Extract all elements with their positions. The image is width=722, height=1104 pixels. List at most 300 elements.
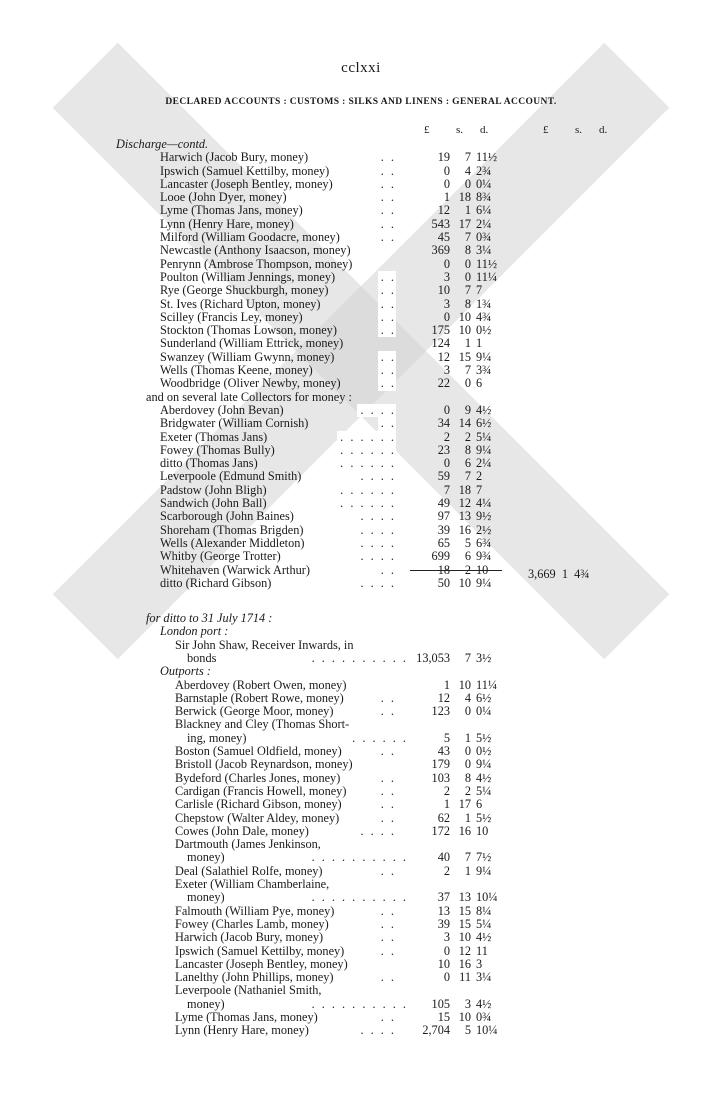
amount-pounds: 13 bbox=[437, 903, 450, 918]
amount-pence: 8¼ bbox=[476, 903, 492, 918]
table-row bbox=[0, 271, 722, 284]
amount-pounds: 124 bbox=[431, 336, 450, 351]
entry-name-continued bbox=[175, 998, 408, 1011]
leader-dots: . . . . bbox=[357, 510, 396, 523]
entry-name-text: Fowey (Charles Lamb, money) bbox=[175, 917, 329, 931]
leader-dots: . . . . bbox=[357, 577, 396, 590]
column-header-pence-total: d. bbox=[599, 124, 608, 136]
entry-name-text: Lyme (Thomas Jans, money) bbox=[175, 1011, 318, 1024]
amount-shillings: 2 bbox=[464, 429, 471, 444]
amount-shillings: 0 bbox=[464, 744, 471, 759]
table-row bbox=[0, 639, 722, 652]
leader-dots: . . bbox=[378, 564, 396, 577]
amount-pence: 3½ bbox=[476, 650, 492, 665]
leader-dots: . . bbox=[378, 745, 396, 758]
table-row bbox=[0, 918, 722, 931]
table-row bbox=[0, 718, 722, 731]
table-row bbox=[0, 138, 722, 151]
entry-name bbox=[175, 825, 396, 838]
leader-dots: . . . . bbox=[357, 537, 396, 550]
amount-pounds: 543 bbox=[431, 216, 450, 231]
entry-name bbox=[160, 377, 396, 390]
amount-pence: 0¾ bbox=[476, 230, 492, 245]
table-row bbox=[0, 178, 722, 191]
entry-name-text: Stockton (Thomas Lowson, money) bbox=[160, 324, 337, 338]
entry-name bbox=[175, 945, 396, 958]
leader-dots: . . . . . . . . . . bbox=[309, 998, 408, 1011]
table-row bbox=[0, 431, 722, 444]
amount-pounds: 18 bbox=[437, 562, 450, 577]
entry-name bbox=[175, 971, 396, 984]
entry-name-text: Penrynn (Ambrose Thompson, money) bbox=[160, 257, 353, 271]
amount-shillings: 8 bbox=[464, 243, 471, 258]
amount-pence: 2¼ bbox=[476, 456, 492, 471]
entry-name-text: Lynn (Henry Hare, money) bbox=[160, 217, 294, 231]
leader-dots: . . . . bbox=[357, 825, 396, 838]
page-number: cclxxi bbox=[341, 60, 381, 76]
amount-pence: 9¼ bbox=[476, 349, 492, 364]
amount-pounds: 15 bbox=[437, 1010, 450, 1024]
amount-pounds: 19 bbox=[437, 150, 450, 165]
entry-name bbox=[160, 218, 396, 231]
amount-pounds: 3 bbox=[443, 930, 450, 945]
amount-pounds: 59 bbox=[437, 469, 450, 484]
table-row bbox=[0, 625, 722, 638]
amount-pounds: 5 bbox=[443, 730, 450, 745]
table-row bbox=[0, 1024, 722, 1037]
amount-pence: 7 bbox=[476, 283, 483, 298]
amount-pence: 7 bbox=[476, 482, 483, 497]
entry-name bbox=[160, 524, 396, 537]
leader-dots: . . bbox=[378, 151, 396, 164]
leader-dots: . . bbox=[378, 364, 396, 377]
table-row bbox=[0, 945, 722, 958]
amount-pence: 10¼ bbox=[476, 890, 498, 905]
amount-shillings: 2 bbox=[464, 783, 471, 798]
amount-pence: 8¾ bbox=[476, 190, 492, 205]
table-row bbox=[0, 444, 722, 457]
entry-name-text: Sunderland (William Ettrick, money) bbox=[160, 337, 344, 351]
table-row bbox=[0, 364, 722, 377]
entry-name-text: St. Ives (Richard Upton, money) bbox=[160, 297, 321, 311]
amount-pence: 6 bbox=[476, 797, 483, 812]
entry-name bbox=[160, 244, 396, 257]
amount-shillings: 16 bbox=[458, 522, 471, 537]
amount-pence: 11½ bbox=[476, 256, 498, 271]
amount-shillings: 0 bbox=[464, 376, 471, 391]
table-row bbox=[0, 679, 722, 692]
amount-pounds: 10 bbox=[437, 283, 450, 298]
amount-pence: 11 bbox=[476, 943, 488, 958]
entry-name bbox=[160, 497, 396, 510]
amount-shillings: 18 bbox=[458, 482, 471, 497]
entry-name-text: money) bbox=[187, 891, 225, 905]
amount-shillings: 1 bbox=[464, 730, 471, 745]
table-row bbox=[0, 1011, 722, 1024]
amount-pounds: 105 bbox=[431, 996, 450, 1011]
table-row bbox=[0, 865, 722, 878]
amount-pence: 2¼ bbox=[476, 216, 492, 231]
leader-dots: . . bbox=[378, 377, 396, 390]
table-row bbox=[0, 692, 722, 705]
amount-pence: 4¾ bbox=[476, 309, 492, 324]
amount-shillings: 7 bbox=[464, 650, 471, 665]
entry-name-text: ditto (Thomas Jans) bbox=[160, 457, 258, 471]
subtotal-pounds: 3,669 bbox=[528, 567, 556, 581]
leader-dots: . . . . . . bbox=[337, 431, 396, 444]
entry-name bbox=[175, 905, 396, 918]
amount-pence: 0¼ bbox=[476, 176, 492, 191]
table-row bbox=[0, 971, 722, 984]
entry-name bbox=[160, 231, 396, 244]
entry-name bbox=[160, 577, 396, 590]
amount-pounds: 7 bbox=[443, 482, 450, 497]
leader-dots: . . bbox=[378, 204, 396, 217]
table-row bbox=[0, 958, 722, 971]
entry-name: Blackney and Cley (Thomas Short- bbox=[175, 718, 350, 732]
amount-pounds: 2,704 bbox=[422, 1023, 450, 1038]
amount-shillings: 15 bbox=[458, 903, 471, 918]
entry-name bbox=[160, 337, 396, 350]
table-row bbox=[0, 612, 722, 625]
period-heading: for ditto to 31 July 1714 : bbox=[146, 612, 273, 626]
entry-name bbox=[160, 284, 396, 297]
leader-dots: . . bbox=[378, 271, 396, 284]
leader-dots: . . bbox=[378, 231, 396, 244]
entry-name-text: Poulton (William Jennings, money) bbox=[160, 270, 336, 284]
amount-pounds: 2 bbox=[443, 863, 450, 878]
entry-name-text: Barnstaple (Robert Rowe, money) bbox=[175, 691, 344, 705]
table-row bbox=[0, 191, 722, 204]
table-row bbox=[0, 745, 722, 758]
amount-pounds: 62 bbox=[437, 810, 450, 825]
entry-name-text: Leverpoole (Edmund Smith) bbox=[160, 470, 302, 484]
entry-name bbox=[160, 470, 396, 483]
amount-pence: 2¾ bbox=[476, 163, 492, 178]
table-row bbox=[0, 772, 722, 785]
amount-pence: 3¾ bbox=[476, 363, 492, 378]
entry-name-text: Harwich (Jacob Bury, money) bbox=[160, 151, 309, 165]
leader-dots: . . bbox=[378, 218, 396, 231]
entry-name-text: Deal (Salathiel Rolfe, money) bbox=[175, 864, 323, 878]
table-row bbox=[0, 564, 722, 577]
amount-shillings: 12 bbox=[458, 943, 471, 958]
entry-name-text: Milford (William Goodacre, money) bbox=[160, 231, 340, 245]
amount-shillings: 17 bbox=[458, 797, 471, 812]
entry-name-continued bbox=[175, 891, 408, 904]
table-row bbox=[0, 838, 722, 851]
amount-shillings: 7 bbox=[464, 150, 471, 165]
amount-pence: 11¼ bbox=[476, 677, 498, 692]
entry-name bbox=[160, 271, 396, 284]
amount-shillings: 17 bbox=[458, 216, 471, 231]
subtotal-rule bbox=[410, 570, 502, 571]
amount-pence: 6¼ bbox=[476, 203, 492, 218]
amount-shillings: 3 bbox=[464, 996, 471, 1011]
leader-dots: . . . . . . bbox=[337, 444, 396, 457]
entry-name bbox=[175, 785, 396, 798]
entry-name-text: bonds bbox=[187, 651, 217, 665]
amount-shillings: 14 bbox=[458, 416, 471, 431]
amount-pounds: 65 bbox=[437, 535, 450, 550]
amount-shillings: 6 bbox=[464, 549, 471, 564]
table-row bbox=[0, 851, 722, 864]
amount-shillings: 10 bbox=[458, 930, 471, 945]
amount-shillings: 5 bbox=[464, 535, 471, 550]
entry-name-text: Berwick (George Moor, money) bbox=[175, 705, 334, 719]
amount-pounds: 2 bbox=[443, 783, 450, 798]
entry-name-text: Wells (Thomas Keene, money) bbox=[160, 364, 313, 378]
leader-dots: . . . . bbox=[357, 524, 396, 537]
amount-pounds: 699 bbox=[431, 549, 450, 564]
entry-name-text: Bydeford (Charles Jones, money) bbox=[175, 771, 341, 785]
amount-pounds: 1 bbox=[443, 677, 450, 692]
amount-shillings: 0 bbox=[464, 269, 471, 284]
amount-shillings: 9 bbox=[464, 402, 471, 417]
entry-name-text: Rye (George Shuckburgh, money) bbox=[160, 284, 329, 298]
amount-pence: 9¾ bbox=[476, 549, 492, 564]
amount-shillings: 13 bbox=[458, 890, 471, 905]
table-row bbox=[0, 204, 722, 217]
amount-shillings: 16 bbox=[458, 823, 471, 838]
leader-dots: . . bbox=[378, 191, 396, 204]
amount-pence: 1 bbox=[476, 336, 483, 351]
table-row bbox=[0, 798, 722, 811]
table-row bbox=[0, 404, 722, 417]
amount-shillings: 0 bbox=[464, 757, 471, 772]
amount-pence: 11¼ bbox=[476, 269, 498, 284]
amount-pounds: 369 bbox=[431, 243, 450, 258]
leader-dots: . . bbox=[378, 351, 396, 364]
leader-dots: . . . . bbox=[357, 550, 396, 563]
amount-pounds: 0 bbox=[443, 163, 450, 178]
entry-name-text: Lanelthy (John Phillips, money) bbox=[175, 971, 334, 985]
amount-pence: 5¼ bbox=[476, 783, 492, 798]
leader-dots: . . bbox=[378, 945, 396, 958]
amount-shillings: 0 bbox=[464, 704, 471, 719]
entry-name-text: Lynn (Henry Hare, money) bbox=[175, 1024, 309, 1038]
table-row bbox=[0, 577, 722, 590]
entry-name-text: Aberdovey (Robert Owen, money) bbox=[175, 678, 347, 692]
entry-name-text: Falmouth (William Pye, money) bbox=[175, 904, 335, 918]
amount-shillings: 2 bbox=[464, 562, 471, 577]
amount-pounds: 37 bbox=[437, 890, 450, 905]
amount-pounds: 179 bbox=[431, 757, 450, 772]
table-row bbox=[0, 218, 722, 231]
amount-pounds: 175 bbox=[431, 323, 450, 338]
entry-name bbox=[160, 484, 396, 497]
amount-pounds: 23 bbox=[437, 442, 450, 457]
entry-name bbox=[160, 550, 396, 563]
amount-shillings: 7 bbox=[464, 230, 471, 245]
entry-name-text: Fowey (Thomas Bully) bbox=[160, 443, 275, 457]
entry-name-continued bbox=[175, 652, 408, 665]
table-row bbox=[0, 524, 722, 537]
amount-pounds: 1 bbox=[443, 797, 450, 812]
table-row bbox=[0, 244, 722, 257]
entry-name bbox=[160, 364, 396, 377]
account-table bbox=[0, 138, 722, 1038]
amount-shillings: 16 bbox=[458, 956, 471, 971]
amount-pounds: 40 bbox=[437, 850, 450, 865]
table-row bbox=[0, 758, 722, 771]
entry-name: Leverpoole (Nathaniel Smith, bbox=[175, 984, 322, 998]
entry-name bbox=[160, 298, 396, 311]
entry-name-text: Bristoll (Jacob Reynardson, money) bbox=[175, 758, 353, 772]
leader-dots: . . bbox=[378, 865, 396, 878]
entry-name bbox=[160, 191, 396, 204]
amount-pounds: 0 bbox=[443, 943, 450, 958]
running-title: DECLARED ACCOUNTS : CUSTOMS : SILKS AND LINENS : GENERAL ACCOUNT. bbox=[165, 97, 557, 107]
amount-pence: 9¼ bbox=[476, 863, 492, 878]
amount-pounds: 3 bbox=[443, 269, 450, 284]
leader-dots: . . . . . . bbox=[337, 497, 396, 510]
entry-name-text: Wells (Alexander Middleton) bbox=[160, 536, 305, 550]
amount-pounds: 43 bbox=[437, 744, 450, 759]
amount-pounds: 1 bbox=[443, 190, 450, 205]
amount-pence: 6½ bbox=[476, 416, 492, 431]
amount-pence: 7½ bbox=[476, 850, 492, 865]
entry-name bbox=[160, 444, 396, 457]
entry-name-text: Scilley (Francis Ley, money) bbox=[160, 310, 303, 324]
table-row bbox=[0, 337, 722, 350]
section-heading: Discharge—contd. bbox=[116, 138, 209, 151]
subtotal bbox=[528, 567, 590, 582]
amount-pounds: 13,053 bbox=[416, 650, 450, 665]
entry-name bbox=[175, 931, 396, 944]
leader-dots: . . bbox=[378, 905, 396, 918]
table-row bbox=[0, 497, 722, 510]
entry-name-text: Woodbridge (Oliver Newby, money) bbox=[160, 377, 341, 391]
table-row bbox=[0, 311, 722, 324]
entry-name-text: money) bbox=[187, 851, 225, 865]
entry-name bbox=[175, 679, 396, 692]
amount-shillings: 7 bbox=[464, 283, 471, 298]
amount-pounds: 0 bbox=[443, 309, 450, 324]
entry-name-text: Whitby (George Trotter) bbox=[160, 550, 281, 564]
table-row bbox=[0, 878, 722, 891]
amount-pounds: 39 bbox=[437, 522, 450, 537]
table-row bbox=[0, 998, 722, 1011]
entry-name-text: Chepstow (Walter Aldey, money) bbox=[175, 811, 340, 825]
entry-name bbox=[160, 324, 396, 337]
table-row bbox=[0, 165, 722, 178]
leader-dots: . . bbox=[378, 812, 396, 825]
leader-dots: . . . . . . bbox=[337, 484, 396, 497]
entry-name bbox=[160, 431, 396, 444]
amount-pounds: 49 bbox=[437, 496, 450, 511]
amount-pence: 2½ bbox=[476, 522, 492, 537]
entry-name: Sir John Shaw, Receiver Inwards, in bbox=[175, 638, 354, 652]
table-row bbox=[0, 785, 722, 798]
table-row bbox=[0, 510, 722, 523]
amount-pounds: 0 bbox=[443, 402, 450, 417]
amount-pence: 0½ bbox=[476, 744, 492, 759]
entry-name bbox=[160, 258, 396, 271]
amount-shillings: 12 bbox=[458, 496, 471, 511]
amount-shillings: 0 bbox=[464, 256, 471, 271]
leader-dots: . . . . bbox=[357, 1024, 396, 1037]
amount-shillings: 10 bbox=[458, 1010, 471, 1024]
amount-pence: 6¾ bbox=[476, 535, 492, 550]
leader-dots: . . bbox=[378, 298, 396, 311]
amount-pence: 10 bbox=[476, 562, 489, 577]
leader-dots: . . . . bbox=[357, 470, 396, 483]
table-row bbox=[0, 891, 722, 904]
entry-name-text: Lyme (Thomas Jans, money) bbox=[160, 204, 303, 218]
table-row bbox=[0, 665, 722, 678]
entry-name-continued bbox=[175, 732, 408, 745]
table-row bbox=[0, 732, 722, 745]
entry-name-text: Sandwich (John Ball) bbox=[160, 497, 267, 511]
entry-name: Exeter (William Chamberlaine, bbox=[175, 878, 330, 892]
amount-pence: 4½ bbox=[476, 770, 492, 785]
entry-name bbox=[160, 165, 396, 178]
amount-shillings: 15 bbox=[458, 349, 471, 364]
amount-pence: 2 bbox=[476, 469, 483, 484]
entry-name-text: Lancaster (Joseph Bentley, money) bbox=[175, 957, 348, 971]
amount-shillings: 10 bbox=[458, 677, 471, 692]
amount-shillings: 4 bbox=[464, 690, 471, 705]
amount-shillings: 11 bbox=[459, 970, 471, 985]
table-row bbox=[0, 931, 722, 944]
leader-dots: . . bbox=[378, 165, 396, 178]
entry-name-text: Swanzey (William Gwynn, money) bbox=[160, 350, 335, 364]
entry-name bbox=[160, 404, 396, 417]
london-heading: London port : bbox=[160, 625, 229, 639]
entry-name-text: Exeter (Thomas Jans) bbox=[160, 430, 268, 444]
table-row bbox=[0, 298, 722, 311]
entry-name-text: Cowes (John Dale, money) bbox=[175, 824, 309, 838]
entry-name-text: Ipswich (Samuel Kettilby, money) bbox=[175, 944, 345, 958]
leader-dots: . . bbox=[378, 692, 396, 705]
amount-shillings: 8 bbox=[464, 296, 471, 311]
amount-shillings: 1 bbox=[464, 863, 471, 878]
entry-name bbox=[175, 745, 396, 758]
entry-name bbox=[160, 510, 396, 523]
table-row bbox=[0, 417, 722, 430]
amount-pence: 9¼ bbox=[476, 757, 492, 772]
column-header-pounds: £ bbox=[424, 124, 430, 136]
amount-pence: 5¼ bbox=[476, 916, 492, 931]
table-row bbox=[0, 231, 722, 244]
amount-shillings: 6 bbox=[464, 456, 471, 471]
entry-name bbox=[160, 457, 396, 470]
amount-pence: 0½ bbox=[476, 323, 492, 338]
subtotal-pence: 4¾ bbox=[574, 567, 590, 581]
amount-shillings: 7 bbox=[464, 469, 471, 484]
entry-name-text: ditto (Richard Gibson) bbox=[160, 576, 272, 590]
entry-name-text: Looe (John Dyer, money) bbox=[160, 191, 287, 205]
entry-name bbox=[175, 812, 396, 825]
amount-shillings: 15 bbox=[458, 916, 471, 931]
amount-shillings: 10 bbox=[458, 575, 471, 590]
amount-pounds: 103 bbox=[431, 770, 450, 785]
amount-shillings: 1 bbox=[464, 336, 471, 351]
entry-name bbox=[160, 151, 396, 164]
leader-dots: . . bbox=[378, 785, 396, 798]
leader-dots: . . bbox=[378, 772, 396, 785]
leader-dots: . . . . . . bbox=[337, 457, 396, 470]
amount-pounds: 0 bbox=[443, 256, 450, 271]
amount-pounds: 3 bbox=[443, 296, 450, 311]
amount-shillings: 7 bbox=[464, 363, 471, 378]
amount-shillings: 8 bbox=[464, 442, 471, 457]
amount-shillings: 10 bbox=[458, 323, 471, 338]
amount-pence: 0¼ bbox=[476, 704, 492, 719]
entry-name-text: Cardigan (Francis Howell, money) bbox=[175, 784, 347, 798]
table-row bbox=[0, 151, 722, 164]
